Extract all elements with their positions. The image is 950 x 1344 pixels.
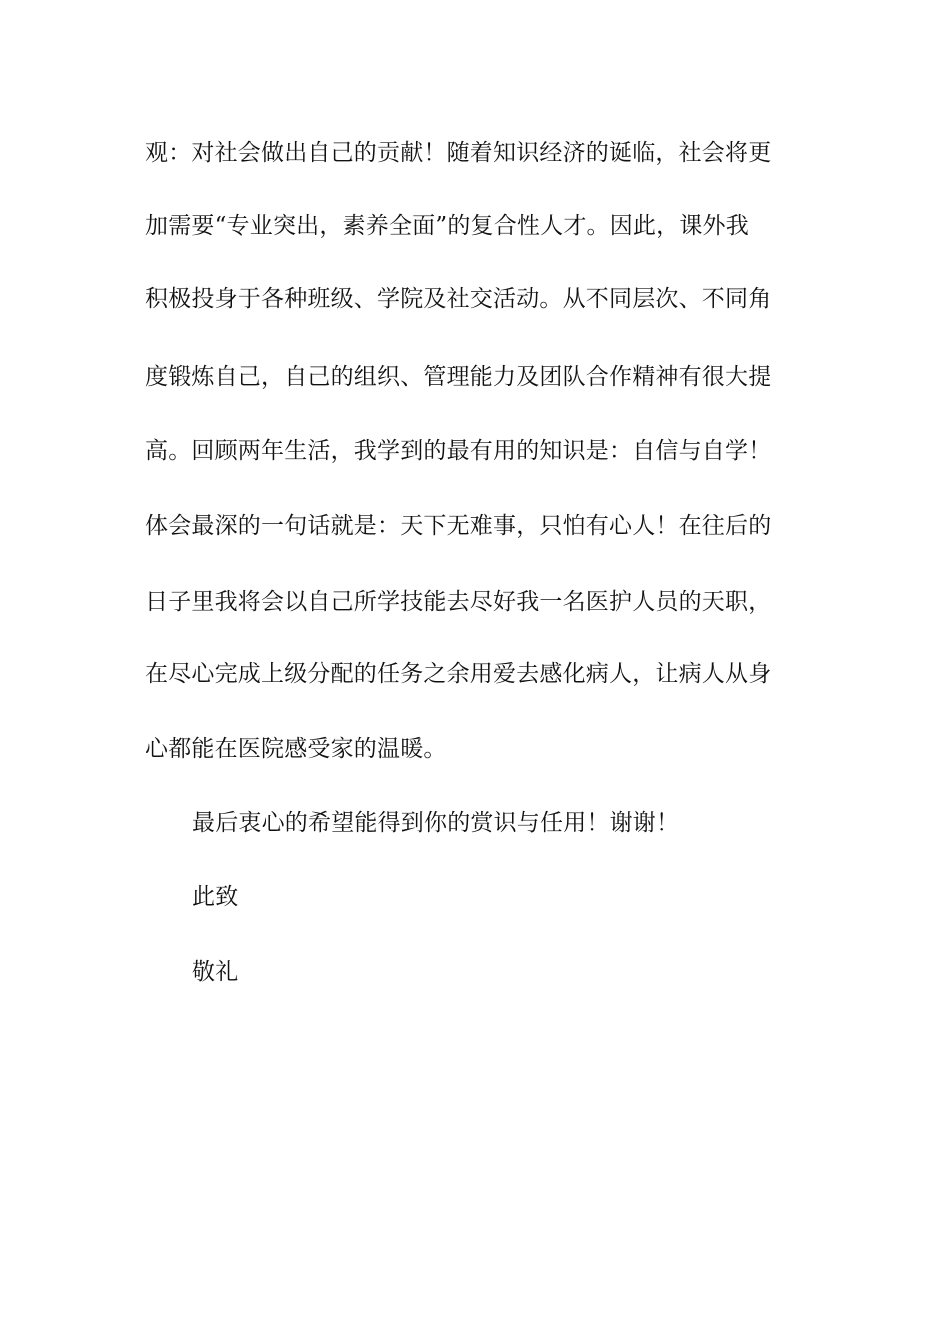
paragraph-line: 心都能在医院感受家的温暖。	[145, 736, 447, 762]
paragraph-line: 加需要“专业突出，素养全面”的复合性人才。因此，课外我	[145, 213, 749, 239]
salutation-jing-li: 敬礼	[192, 959, 239, 985]
paragraph-line: 在尽心完成上级分配的任务之余用爱去感化病人，让病人从身	[145, 661, 772, 687]
paragraph-line: 高。回顾两年生活，我学到的最有用的知识是：自信与自学！	[145, 438, 772, 464]
closing-line: 最后衷心的希望能得到你的赏识与任用！谢谢！	[192, 810, 680, 836]
paragraph-line: 积极投身于各种班级、学院及社交活动。从不同层次、不同角	[145, 286, 772, 312]
salutation-ci-zhi: 此致	[192, 884, 239, 910]
paragraph-line: 度锻炼自己，自己的组织、管理能力及团队合作精神有很大提	[145, 364, 772, 390]
paragraph-line: 日子里我将会以自己所学技能去尽好我一名医护人员的天职，	[145, 589, 772, 615]
paragraph-line: 观：对社会做出自己的贡献！随着知识经济的诞临，社会将更	[145, 140, 772, 166]
paragraph-line: 体会最深的一句话就是：天下无难事，只怕有心人！在往后的	[145, 513, 772, 539]
